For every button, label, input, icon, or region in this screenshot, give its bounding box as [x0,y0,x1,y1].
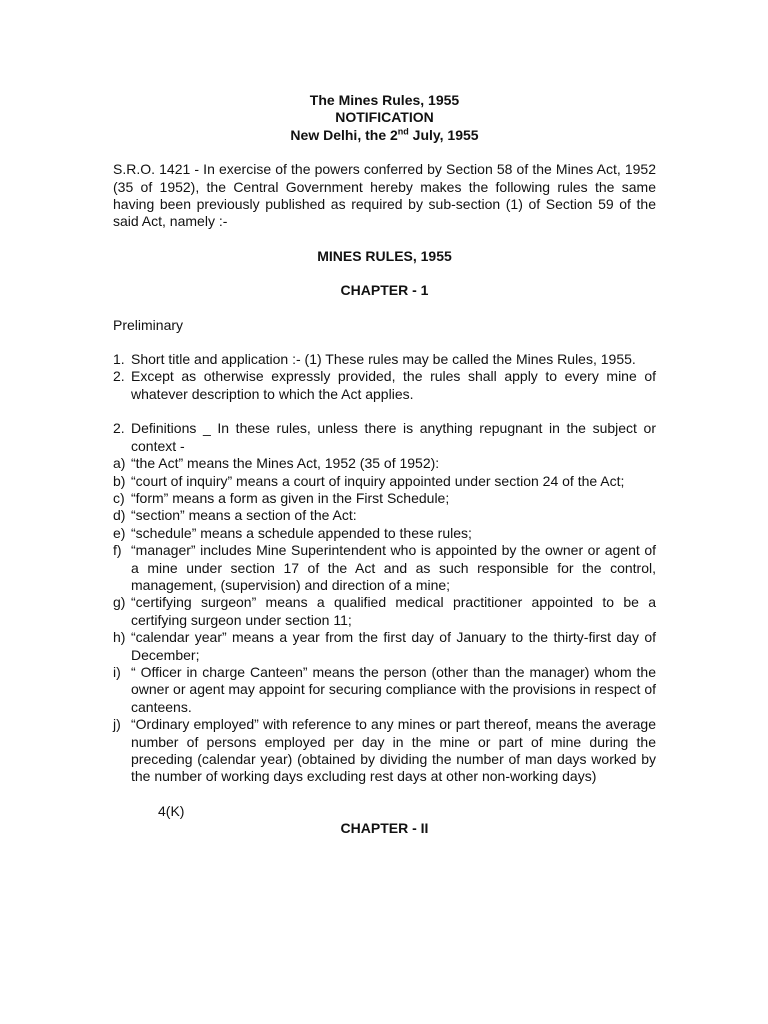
item-text: Short title and application :- (1) These rules may be called the Mines Rules, 1955. [131,351,636,368]
definitions-intro [113,420,656,455]
date-line [113,127,656,144]
list-item [113,368,656,403]
item-letter: b) [113,472,126,489]
date-prefix: New Delhi, the 2 [290,126,398,143]
list-item [113,351,656,368]
item-number: 2. [113,368,125,385]
item-text: “section” means a section of the Act: [131,507,357,524]
item-text: “court of inquiry” means a court of inquiry appointed under section 24 of the Act; [131,472,625,489]
item-text: “the Act” means the Mines Act, 1952 (35 of 1952): [131,455,440,472]
item-letter: d) [113,507,126,524]
item-text: “Ordinary employed” with reference to any mines or part thereof, means the average number of persons employed per day in the mine or part of mine during the preceding (calendar year) (obtained by dividing the number of man days worked by the number of working days excluding rest days at other non-working days) [131,716,656,785]
rule-1-list [113,351,656,403]
item-number: 2. [113,420,125,437]
item-text: “form” means a form as given in the First Schedule; [131,489,450,506]
item-letter: h) [113,629,126,646]
date-superscript: nd [397,126,409,137]
item-text: “manager” includes Mine Superintendent who is appointed by the owner or agent of a mine under section 17 of the Act and as such responsible for the control, management, (supervision) and direction of a mine; [131,542,656,593]
definition-item [113,629,656,664]
definition-item [113,473,656,490]
item-letter: c) [113,489,125,506]
item-letter: e) [113,524,126,541]
chapter-2-heading: CHAPTER - II [340,820,429,837]
notification-heading: NOTIFICATION [335,109,434,126]
item-text: Except as otherwise expressly provided, the rules shall apply to every mine of whatever description to which the Act applies. [131,368,656,402]
intro-paragraph: S.R.O. 1421 - In exercise of the powers conferred by Section 58 of the Mines Act, 1952 (35 of 1952), the Central Government hereby makes the following rules the same having been previously published as required by sub-section (1) of Section 59 of the said Act, namely :- [113,161,656,230]
item-number: 1. [113,351,125,368]
chapter-1-heading: CHAPTER - 1 [340,282,429,299]
rules-heading: MINES RULES, 1955 [317,247,452,264]
item-text: “certifying surgeon” means a qualified medical practitioner appointed to be a certifying surgeon under section 11; [131,594,656,628]
footnote-marker: 4(K) [158,802,185,819]
item-text: “ Officer in charge Canteen” means the person (other than the manager) whom the owner or agent may appoint for securing compliance with the provisions in respect of canteens. [131,663,656,715]
item-letter: i) [113,663,121,680]
definition-item [113,664,656,716]
definition-item [113,542,656,594]
document-title: The Mines Rules, 1955 [309,92,460,108]
item-text: “calendar year” means a year from the first day of January to the thirty-first day of December; [131,629,656,663]
definition-item [113,490,656,507]
item-letter: j) [113,716,121,733]
definition-item [113,455,656,472]
preliminary-label: Preliminary [113,316,184,333]
definitions-section [113,420,656,786]
item-text: Definitions _ In these rules, unless there is anything repugnant in the subject or context - [131,420,656,454]
item-letter: f) [113,542,122,559]
definition-item [113,507,656,524]
definition-item [113,716,656,786]
definition-item [113,594,656,629]
date-suffix: July, 1955 [408,126,479,143]
document-page [113,92,656,838]
definition-item [113,525,656,542]
item-letter: a) [113,455,126,472]
item-text: “schedule” means a schedule appended to these rules; [131,524,472,541]
item-letter: g) [113,594,126,611]
